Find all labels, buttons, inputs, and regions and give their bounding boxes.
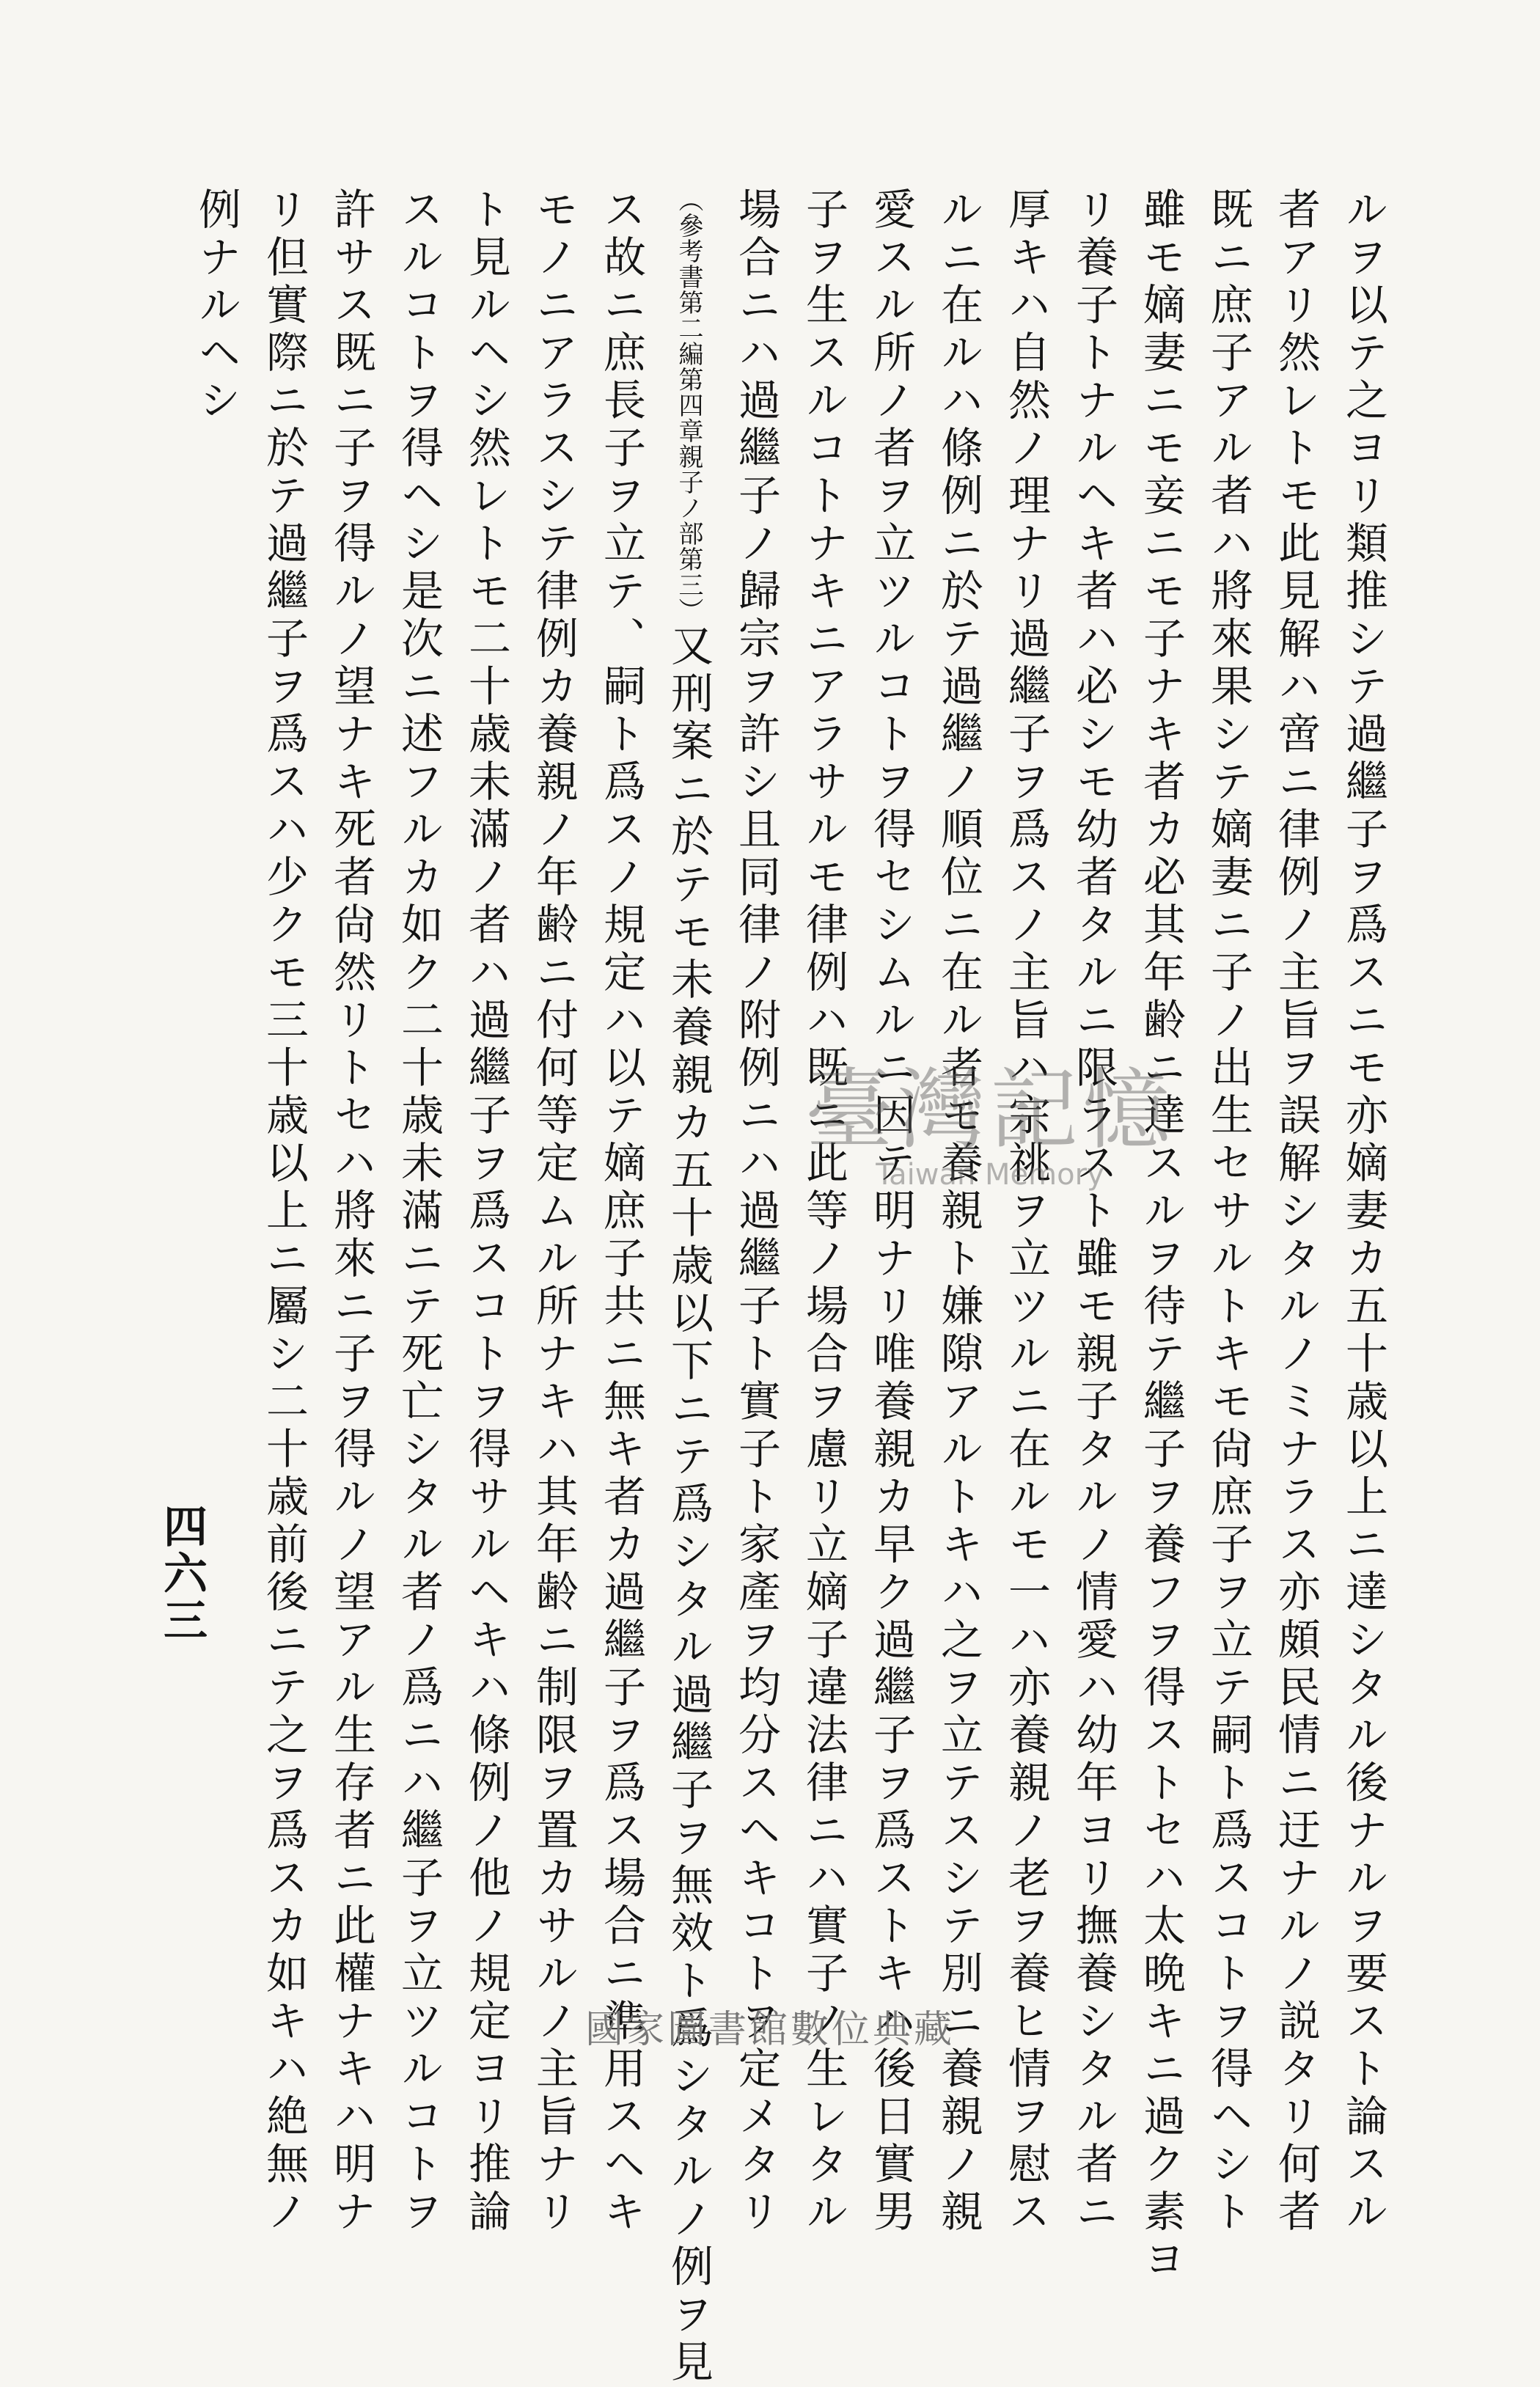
text-column-14: ト見ルヘシ然レトモ二十歳未滿ノ者ハ過繼子ヲ爲スコトヲ得サルヘキハ條例ノ他ノ規定ヨリ推論	[461, 187, 511, 2237]
text-column-13: モノニアラスシテ律例カ養親ノ年齢ニ付何等定ムル所ナキハ其年齢ニ制限ヲ置カサルノ主旨ナリ	[529, 187, 579, 2237]
watermark-chinese: 臺灣記憶	[805, 1060, 1175, 1162]
text-column-12: ス故ニ庶長子ヲ立テ、嗣ト爲スノ規定ハ以テ嫡庶子共ニ無キ者カ過繼子ヲ爲ス場合ニ準用スヘキ	[596, 187, 646, 2237]
text-column-16: 許サス既ニ子ヲ得ルノ望ナキ死者尙然リトセハ將來ニ子ヲ得ルノ望アル生存者ニ此權ナキハ明ナ	[326, 187, 376, 2237]
text-column-5: リ養子トナルヘキ者ハ必シモ幼者タルニ限ラスト雖モ親子タルノ情愛ハ幼年ヨリ撫養シタル者ニ	[1068, 187, 1118, 2237]
text-column-3: 既ニ庶子アル者ハ將來果シテ嫡妻ニ子ノ出生セサルトキモ尙庶子ヲ立テ嗣ト爲スコトヲ得ヘシト	[1203, 187, 1253, 2237]
text-column-4: 雖モ嫡妻ニモ妾ニモ子ナキ者カ必其年齢ニ達スルヲ待テ繼子ヲ養フヲ得ストセハ太晩キニ過ク素ヨ	[1136, 187, 1186, 2284]
reference-note: （參考書第二編第四章親子ノ部第三）	[674, 187, 703, 623]
text-column-10: 場合ニハ過繼子ノ歸宗ヲ許シ且同律ノ附例ニハ過繼子ト實子ト家產ヲ均分スヘキコトヲ定メタリ	[731, 187, 781, 2237]
text-column-9: 子ヲ生スルコトナキニアラサルモ律例ハ既ニ此等ノ場合ヲ慮リ立嫡子違法律ニハ實子ノ生レタル	[799, 187, 848, 2237]
text-column-18: 例ナルヘシ	[191, 187, 241, 425]
text-column-2: 者アリ然レトモ此見解ハ啻ニ律例ノ主旨ヲ誤解シタルノミナラス亦頗民情ニ迂ナルノ説タリ何者	[1271, 187, 1321, 2237]
text-column-7: ルニ在ルハ條例ニ於テ過繼ノ順位ニ在ル者モ養親ト嫌隙アルトキハ之ヲ立テスシテ別ニ養親ノ親	[934, 187, 983, 2237]
text-column-6: 厚キハ自然ノ理ナリ過繼子ヲ爲スノ主旨ハ宗祧ヲ立ツルニ在ルモ一ハ亦養親ノ老ヲ養ヒ情ヲ慰ス	[1001, 187, 1051, 2237]
text-column-1: ルヲ以テ之ヨリ類推シテ過繼子ヲ爲スニモ亦嫡妻カ五十歳以上ニ達シタル後ナルヲ要スト論スル	[1338, 187, 1388, 2237]
text-column-11	[655, 187, 722, 2387]
text-column-11-body: 又刑案ニ於テモ未養親カ五十歳以下ニテ爲シタル過繼子ヲ無效ト爲シタルノ例ヲ見	[664, 623, 714, 2387]
text-column-8: 愛スル所ノ者ヲ立ツルコトヲ得セシムルニ因テ明ナリ唯養親カ早ク過繼子ヲ爲ストキハ後日實男	[866, 187, 916, 2237]
footer-stamp: 國家圖書館數位典藏	[584, 2008, 955, 2052]
text-column-17: リ但實際ニ於テ過繼子ヲ爲スハ少クモ三十歳以上ニ屬シ二十歳前後ニテ之ヲ爲スカ如キハ絶無ノ	[259, 187, 309, 2237]
watermark-english: Taiwan Memory	[876, 1158, 1104, 1192]
watermark-logo	[763, 1060, 1217, 1195]
text-column-15: スルコトヲ得ヘシ是次ニ述フルカ如ク二十歳未滿ニテ死亡シタル者ノ爲ニハ繼子ヲ立ツルコトヲ	[394, 187, 444, 2237]
page-number: 四六三	[156, 1503, 208, 1644]
